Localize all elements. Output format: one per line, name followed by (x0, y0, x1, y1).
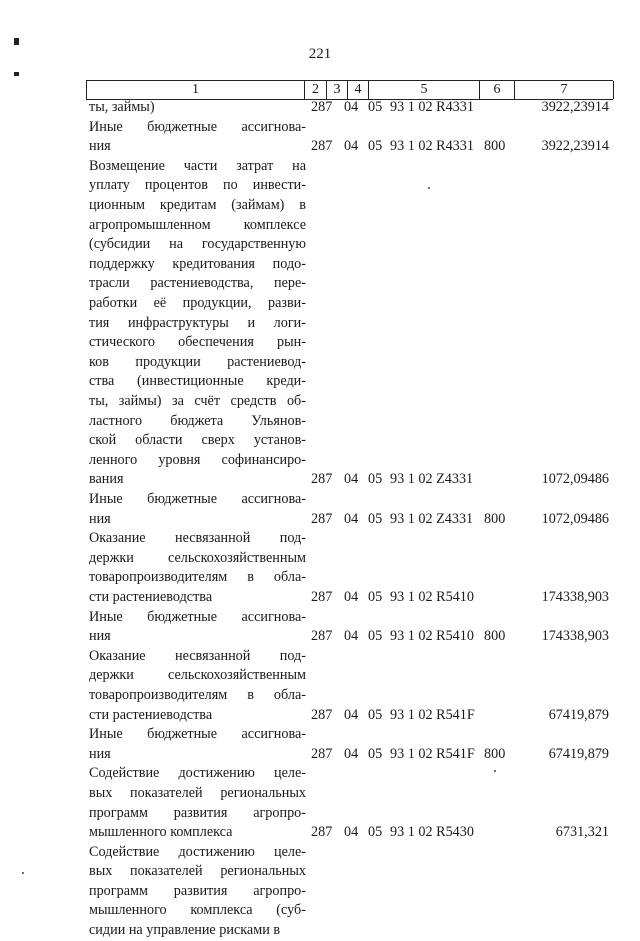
target-article-code: 93 1 02 R541F (390, 706, 475, 723)
subsection-code: 05 (368, 824, 383, 841)
section-code: 04 (344, 138, 359, 155)
amount-value: 1072,09486 (541, 510, 609, 527)
table-row (0, 764, 640, 842)
table-header (86, 80, 613, 100)
row-name-line: (субсидии на государственную (89, 236, 306, 253)
row-name-line: Иные бюджетные ассигнова- (89, 118, 306, 135)
row-name-line: Содействие достижению целе- (89, 843, 306, 860)
section-code: 04 (344, 628, 359, 645)
table-row (0, 118, 640, 157)
row-name-line: товаропроизводителям в обла- (89, 686, 306, 703)
row-name-line: вания (89, 471, 124, 488)
scan-mark-top (14, 38, 19, 45)
row-name-line: программ развития агропро- (89, 804, 306, 821)
ved-code: 287 (311, 706, 333, 723)
row-name-line: мышленного комплекса (суб- (89, 902, 306, 919)
row-name-line: вых показателей региональных (89, 784, 306, 801)
target-article-code: 93 1 02 R4331 (390, 99, 474, 115)
row-name (89, 764, 306, 842)
amount-value: 3922,23914 (541, 99, 609, 115)
row-name-line: Содействие достижению целе- (89, 765, 306, 782)
header-cell: 1 (86, 81, 304, 99)
subsection-code: 05 (368, 706, 383, 723)
row-name-line: Иные бюджетные ассигнова- (89, 726, 306, 743)
row-name-line: Возмещение части затрат на (89, 157, 306, 174)
row-name-line: работки её продукции, разви- (89, 294, 306, 311)
expense-type-code: 800 (484, 138, 506, 155)
table-row (0, 157, 640, 490)
ved-code: 287 (311, 471, 333, 488)
row-name-line: ластного бюджета Ульянов- (89, 412, 306, 429)
subsection-code: 05 (368, 471, 383, 488)
row-name-line: ния (89, 510, 111, 527)
row-name (89, 647, 306, 725)
row-name-line: уплату процентов по инвести- (89, 177, 306, 194)
row-name-line: ленного уровня софинансиро- (89, 451, 306, 468)
expense-type-code: 800 (484, 510, 506, 527)
row-name-line: ты, займы) за счёт средств об- (89, 392, 306, 409)
section-code: 04 (344, 745, 359, 762)
row-name-line: трасли растениеводства, пере- (89, 275, 306, 292)
row-name-line: мышленного комплекса (89, 824, 233, 841)
row-name-line: товаропроизводителям в обла- (89, 569, 306, 586)
row-name-line: стического обеспечения рын- (89, 334, 306, 351)
section-code: 04 (344, 99, 359, 115)
row-name-line: ния (89, 745, 111, 762)
amount-value: 67419,879 (548, 706, 609, 723)
subsection-code: 05 (368, 745, 383, 762)
target-article-code: 93 1 02 R541F (390, 745, 475, 762)
table-row (0, 529, 640, 607)
row-name-line: Оказание несвязанной под- (89, 647, 306, 664)
ved-code: 287 (311, 99, 333, 115)
page-number: 221 (308, 46, 332, 62)
header-cell: 3 (326, 81, 347, 99)
row-name-line: поддержку кредитования подо- (89, 255, 306, 272)
target-article-code: 93 1 02 R5430 (390, 824, 474, 841)
header-cell: 7 (514, 81, 614, 99)
amount-value: 174338,903 (541, 588, 609, 605)
row-name (89, 98, 306, 118)
subsection-code: 05 (368, 588, 383, 605)
row-name-line: ты, займы) (89, 99, 155, 115)
section-code: 04 (344, 824, 359, 841)
row-name-line: сти растениеводства (89, 588, 213, 605)
target-article-code: 93 1 02 R5410 (390, 588, 474, 605)
target-article-code: 93 1 02 Z4331 (390, 471, 474, 488)
row-name-line: Оказание несвязанной под- (89, 530, 306, 547)
expense-type-code: 800 (484, 745, 506, 762)
row-name-line: Иные бюджетные ассигнова- (89, 490, 306, 507)
amount-value: 3922,23914 (541, 138, 609, 155)
ved-code: 287 (311, 588, 333, 605)
row-name-line: ния (89, 628, 111, 645)
table-row (0, 843, 640, 941)
row-name-line: программ развития агропро- (89, 882, 306, 899)
ved-code: 287 (311, 510, 333, 527)
amount-value: 6731,321 (555, 824, 609, 841)
row-name-line: ства (инвестиционные креди- (89, 373, 306, 390)
expense-type-code: 800 (484, 628, 506, 645)
target-article-code: 93 1 02 Z4331 (390, 510, 474, 527)
subsection-code: 05 (368, 138, 383, 155)
row-name-line: сидии на управление рисками в (89, 922, 281, 939)
table-row (0, 98, 640, 118)
row-name (89, 490, 306, 529)
row-name-line: держки сельскохозяйственным (89, 667, 306, 684)
header-cell: 6 (479, 81, 514, 99)
row-name-line: сти растениеводства (89, 706, 213, 723)
row-name-line: ков продукции растениевод- (89, 353, 306, 370)
row-name (89, 725, 306, 764)
subsection-code: 05 (368, 99, 383, 115)
table-row (0, 725, 640, 764)
section-code: 04 (344, 588, 359, 605)
row-name (89, 843, 306, 941)
section-code: 04 (344, 471, 359, 488)
ved-code: 287 (311, 745, 333, 762)
target-article-code: 93 1 02 R5410 (390, 628, 474, 645)
amount-value: 1072,09486 (541, 471, 609, 488)
header-cell: 5 (368, 81, 479, 99)
row-name (89, 157, 306, 490)
ved-code: 287 (311, 824, 333, 841)
table-body (0, 98, 640, 941)
row-name-line: ния (89, 138, 111, 155)
row-name (89, 608, 306, 647)
section-code: 04 (344, 706, 359, 723)
ved-code: 287 (311, 138, 333, 155)
amount-value: 67419,879 (548, 745, 609, 762)
subsection-code: 05 (368, 628, 383, 645)
section-code: 04 (344, 510, 359, 527)
table-row (0, 490, 640, 529)
row-name-line: Иные бюджетные ассигнова- (89, 608, 306, 625)
scan-mark-side (14, 72, 19, 76)
target-article-code: 93 1 02 R4331 (390, 138, 474, 155)
row-name-line: держки сельскохозяйственным (89, 549, 306, 566)
row-name-line: ционным кредитам (займам) в (89, 196, 306, 213)
header-cell: 4 (347, 81, 368, 99)
row-name-line: ской области сверх установ- (89, 432, 306, 449)
row-name (89, 118, 306, 157)
row-name (89, 529, 306, 607)
subsection-code: 05 (368, 510, 383, 527)
amount-value: 174338,903 (541, 628, 609, 645)
row-name-line: агропромышленном комплексе (89, 216, 306, 233)
table-row (0, 647, 640, 725)
table-row (0, 608, 640, 647)
header-cell: 2 (304, 81, 326, 99)
row-name-line: тия инфраструктуры и логи- (89, 314, 306, 331)
ved-code: 287 (311, 628, 333, 645)
row-name-line: вых показателей региональных (89, 863, 306, 880)
